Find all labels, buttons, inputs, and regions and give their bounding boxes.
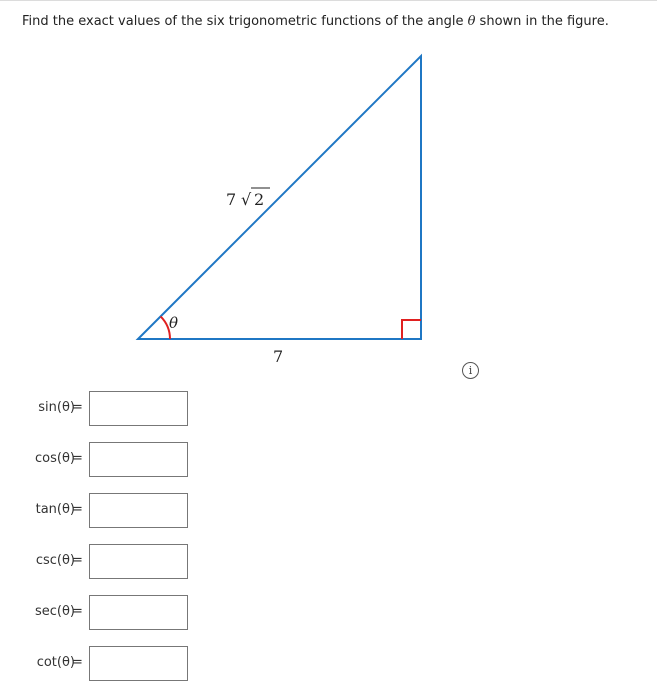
sin-equals: = xyxy=(72,400,83,415)
sin-answer-input[interactable] xyxy=(89,391,188,426)
sec-label: sec(θ) xyxy=(34,604,75,619)
cot-answer-input[interactable] xyxy=(89,646,188,681)
tan-answer-input[interactable] xyxy=(89,493,188,528)
cot-equals: = xyxy=(72,655,83,670)
sec-answer-input[interactable] xyxy=(89,595,188,630)
question-text-after: shown in the figure. xyxy=(475,14,609,29)
row-cos xyxy=(0,442,200,478)
row-sin xyxy=(0,391,200,427)
info-icon[interactable]: i xyxy=(462,362,479,379)
right-angle-marker xyxy=(402,320,421,339)
base-label: 7 xyxy=(273,347,284,366)
radical-sign: √ xyxy=(241,190,252,209)
csc-label: csc(θ) xyxy=(35,553,75,568)
cot-label: cot(θ) xyxy=(36,655,75,670)
csc-answer-input[interactable] xyxy=(89,544,188,579)
row-tan xyxy=(0,493,200,529)
row-sec xyxy=(0,595,200,631)
row-csc xyxy=(0,544,200,580)
tan-equals: = xyxy=(72,502,83,517)
csc-equals: = xyxy=(72,553,83,568)
sec-equals: = xyxy=(72,604,83,619)
question-theta-symbol: θ xyxy=(467,14,476,29)
angle-label: θ xyxy=(169,314,179,332)
row-cot xyxy=(0,646,200,682)
sin-label: sin(θ) xyxy=(38,400,75,415)
hypotenuse-coefficient: 7 xyxy=(226,190,237,209)
hypotenuse-radicand: 2 xyxy=(254,190,265,209)
tan-label: tan(θ) xyxy=(35,502,75,517)
right-triangle xyxy=(138,56,421,339)
question-text-before: Find the exact values of the six trigonometric functions of the angle xyxy=(22,14,468,29)
cos-label: cos(θ) xyxy=(35,451,75,466)
cos-equals: = xyxy=(72,451,83,466)
cos-answer-input[interactable] xyxy=(89,442,188,477)
